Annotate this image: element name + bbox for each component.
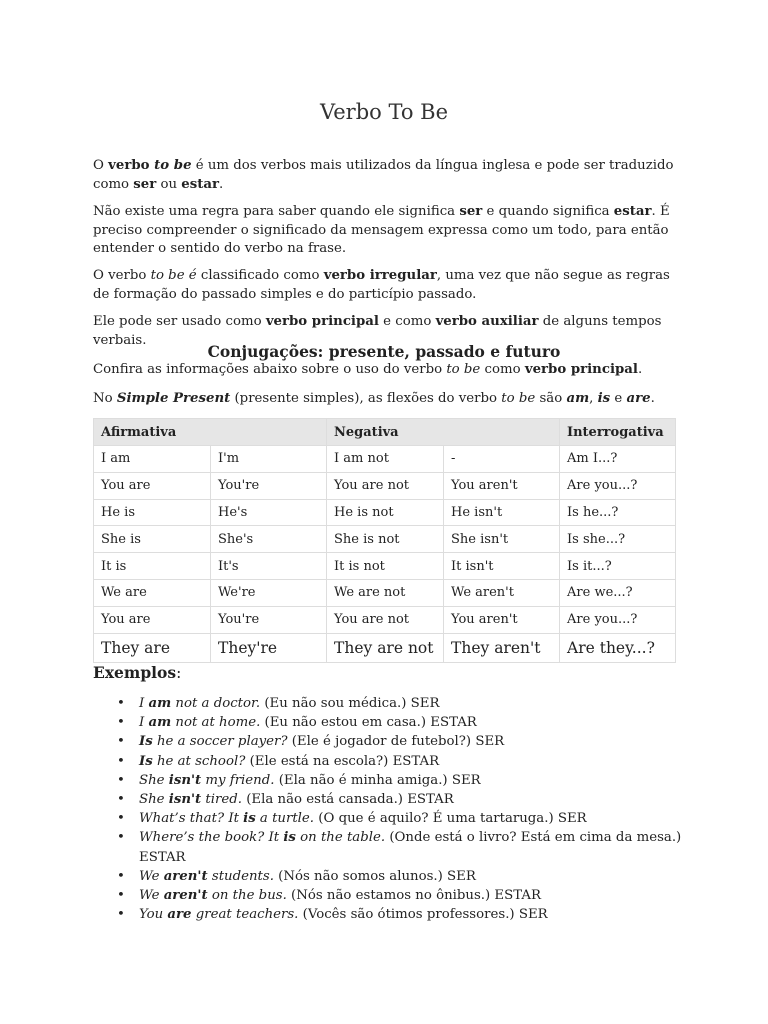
text: , uma vez que não segue as regras de formação do passado simples e do particípio passado.	[93, 268, 670, 302]
bold-text: am	[148, 715, 172, 731]
bold-text: ser	[133, 176, 157, 192]
translation-text: (Eu não sou médica.) SER	[260, 696, 440, 711]
table-row	[94, 553, 676, 580]
table-cell: We are	[94, 579, 211, 606]
bold-text: is	[283, 830, 296, 846]
italic-text: tired.	[201, 792, 242, 808]
bold-text: Is	[139, 753, 153, 769]
text: Ele pode ser usado como	[93, 314, 266, 329]
bold-italic-text: are	[626, 391, 651, 406]
bold-italic-text: am	[566, 391, 590, 406]
text: é um dos verbos mais utilizados da língua inglesa e pode ser traduzido como	[93, 158, 674, 192]
italic-text: She	[139, 792, 169, 808]
bold-text: is	[243, 811, 256, 827]
list-item	[139, 790, 699, 809]
table-cell: We are not	[327, 579, 444, 606]
text: Confira as informações abaixo sobre o uso do verbo	[93, 362, 447, 377]
intro-paragraph-3	[93, 267, 683, 304]
list-item	[139, 713, 699, 732]
table-cell: -	[444, 446, 560, 473]
list-item	[139, 694, 699, 713]
table-cell: We're	[211, 579, 327, 606]
table-cell: It isn't	[444, 553, 560, 580]
bold-text: isn't	[168, 772, 202, 788]
examples-heading	[93, 663, 181, 682]
text: e como	[378, 314, 436, 329]
table-cell: Are we...?	[560, 579, 676, 606]
table-row	[94, 633, 676, 662]
text: classificado como	[196, 268, 324, 283]
table-cell: You are not	[327, 472, 444, 499]
bold-text: estar	[613, 204, 652, 219]
table-row	[94, 472, 676, 499]
table-cell: You aren't	[444, 606, 560, 633]
table-cell: You are not	[327, 606, 444, 633]
italic-text: I	[139, 715, 149, 731]
italic-text: We	[139, 888, 164, 904]
bold-text: verbo principal	[524, 362, 638, 377]
table-cell: He is	[94, 499, 211, 526]
text: O	[93, 158, 109, 173]
text: e	[610, 391, 627, 406]
table-cell: Are you...?	[560, 606, 676, 633]
bold-italic-text: to be	[154, 158, 192, 173]
bold-text: aren't	[163, 868, 208, 884]
italic-text: You	[139, 907, 168, 923]
table-cell: You are	[94, 472, 211, 499]
text: No	[93, 391, 117, 406]
list-item	[139, 809, 699, 828]
text: ou	[156, 176, 182, 192]
italic-text: my friend.	[201, 772, 275, 788]
bold-text: am	[148, 696, 172, 711]
translation-text: (Ele é jogador de futebol?) SER	[287, 734, 505, 750]
italic-text: Where’s the book? It	[139, 830, 284, 846]
text: .	[637, 362, 643, 377]
header-afirmativa: Afirmativa	[94, 419, 327, 446]
italic-text: students.	[207, 868, 274, 884]
italic-text: he at school?	[152, 753, 246, 769]
text: são	[535, 391, 567, 406]
intro-paragraph-1	[93, 157, 683, 194]
list-item	[139, 867, 699, 886]
text: O verbo	[93, 268, 151, 283]
page-title: Verbo To Be	[319, 100, 449, 124]
italic-text: he a soccer player?	[152, 734, 288, 750]
bold-text: isn't	[168, 792, 202, 808]
header-negativa: Negativa	[327, 419, 560, 446]
italic-text: to be	[446, 362, 481, 377]
table-header-row	[94, 419, 676, 446]
translation-text: (Eu não estou em casa.) ESTAR	[260, 715, 477, 731]
bold-text: verbo auxiliar	[435, 314, 539, 329]
translation-text: (O que é aquilo? É uma tartaruga.) SER	[314, 811, 587, 827]
bold-text: verbo principal	[265, 314, 379, 329]
bold-text: Is	[139, 734, 153, 750]
table-row	[94, 526, 676, 553]
table-cell: Is he...?	[560, 499, 676, 526]
section-paragraph-1	[93, 361, 683, 380]
italic-text: on the table.	[295, 830, 386, 846]
table-cell: She is not	[327, 526, 444, 553]
table-cell: We aren't	[444, 579, 560, 606]
examples-heading-text: Exemplos	[93, 663, 177, 682]
table-row	[94, 446, 676, 473]
bold-text: ser	[459, 204, 483, 219]
translation-text: (Nós não estamos no ônibus.) ESTAR	[286, 888, 541, 904]
table-row	[94, 499, 676, 526]
table-cell: I am not	[327, 446, 444, 473]
table-cell: I'm	[211, 446, 327, 473]
italic-text: great teachers.	[191, 907, 299, 923]
bold-text: are	[167, 907, 192, 923]
table-cell: I am	[94, 446, 211, 473]
table-cell: They are	[94, 633, 211, 662]
bold-text: verbo irregular	[323, 268, 437, 283]
bold-italic-text: is	[597, 391, 611, 406]
italic-text: We	[139, 868, 164, 884]
bold-text: estar	[181, 176, 219, 192]
text: de alguns tempos verbais.	[93, 314, 662, 348]
conjugation-table	[93, 418, 676, 663]
table-cell: Are they...?	[560, 633, 676, 662]
table-cell: She isn't	[444, 526, 560, 553]
translation-text: (Onde está o livro? Está em cima da mesa.) ESTAR	[139, 830, 682, 865]
table-cell: They aren't	[444, 633, 560, 662]
list-item	[139, 886, 699, 905]
table-cell: He's	[211, 499, 327, 526]
table-row	[94, 606, 676, 633]
table-cell: Am I...?	[560, 446, 676, 473]
examples-list	[93, 694, 699, 924]
text: e quando significa	[482, 204, 614, 219]
text: Não existe uma regra para saber quando ele significa	[93, 204, 460, 219]
table-cell: He isn't	[444, 499, 560, 526]
table-cell: It is not	[327, 553, 444, 580]
translation-text: (Vocês são ótimos professores.) SER	[298, 907, 548, 923]
table-cell: It is	[94, 553, 211, 580]
bold-italic-text: Simple Present	[116, 391, 231, 406]
table-cell: You're	[211, 472, 327, 499]
table-cell: She's	[211, 526, 327, 553]
italic-text: to be é	[150, 268, 197, 283]
table-row	[94, 579, 676, 606]
list-item	[139, 905, 699, 924]
bold-text: verbo	[108, 158, 155, 173]
text: (presente simples), as flexões do verbo	[230, 391, 502, 406]
table-cell: You aren't	[444, 472, 560, 499]
section-paragraph-2	[93, 390, 683, 409]
table-cell: Is she...?	[560, 526, 676, 553]
italic-text: to be	[501, 391, 536, 406]
italic-text: a turtle.	[255, 811, 315, 827]
table-cell: They're	[211, 633, 327, 662]
table-cell: They are not	[327, 633, 444, 662]
italic-text: not at home.	[171, 715, 261, 731]
italic-text: not a doctor.	[171, 696, 261, 711]
italic-text: What’s that? It	[139, 811, 244, 827]
text: . É preciso compreender o significado da mensagem expressa como um todo, para então entender o sentido do verbo na frase.	[93, 204, 670, 256]
header-interrogativa: Interrogativa	[560, 419, 676, 446]
examples-heading-colon: :	[176, 664, 182, 682]
text: ,	[589, 391, 598, 406]
text: .	[219, 176, 224, 192]
list-item	[139, 732, 699, 751]
translation-text: (Nós não somos alunos.) SER	[273, 868, 476, 884]
intro-paragraph-2	[93, 203, 683, 259]
text: como	[480, 362, 525, 377]
italic-text: She	[139, 772, 169, 788]
translation-text: (Ele está na escola?) ESTAR	[245, 753, 440, 769]
table-cell: Are you...?	[560, 472, 676, 499]
list-item	[139, 752, 699, 771]
table-cell: She is	[94, 526, 211, 553]
section-heading: Conjugações: presente, passado e futuro	[207, 342, 561, 361]
table-cell: Is it...?	[560, 553, 676, 580]
translation-text: (Ela não é minha amiga.) SER	[274, 772, 481, 788]
italic-text: on the bus.	[207, 888, 287, 904]
table-cell: He is not	[327, 499, 444, 526]
translation-text: (Ela não está cansada.) ESTAR	[242, 792, 454, 808]
table-cell: You're	[211, 606, 327, 633]
italic-text: I	[139, 696, 149, 711]
table-cell: It's	[211, 553, 327, 580]
table-cell: You are	[94, 606, 211, 633]
bold-text: aren't	[163, 888, 208, 904]
list-item	[139, 771, 699, 790]
list-item	[139, 828, 699, 866]
text: .	[650, 391, 655, 406]
